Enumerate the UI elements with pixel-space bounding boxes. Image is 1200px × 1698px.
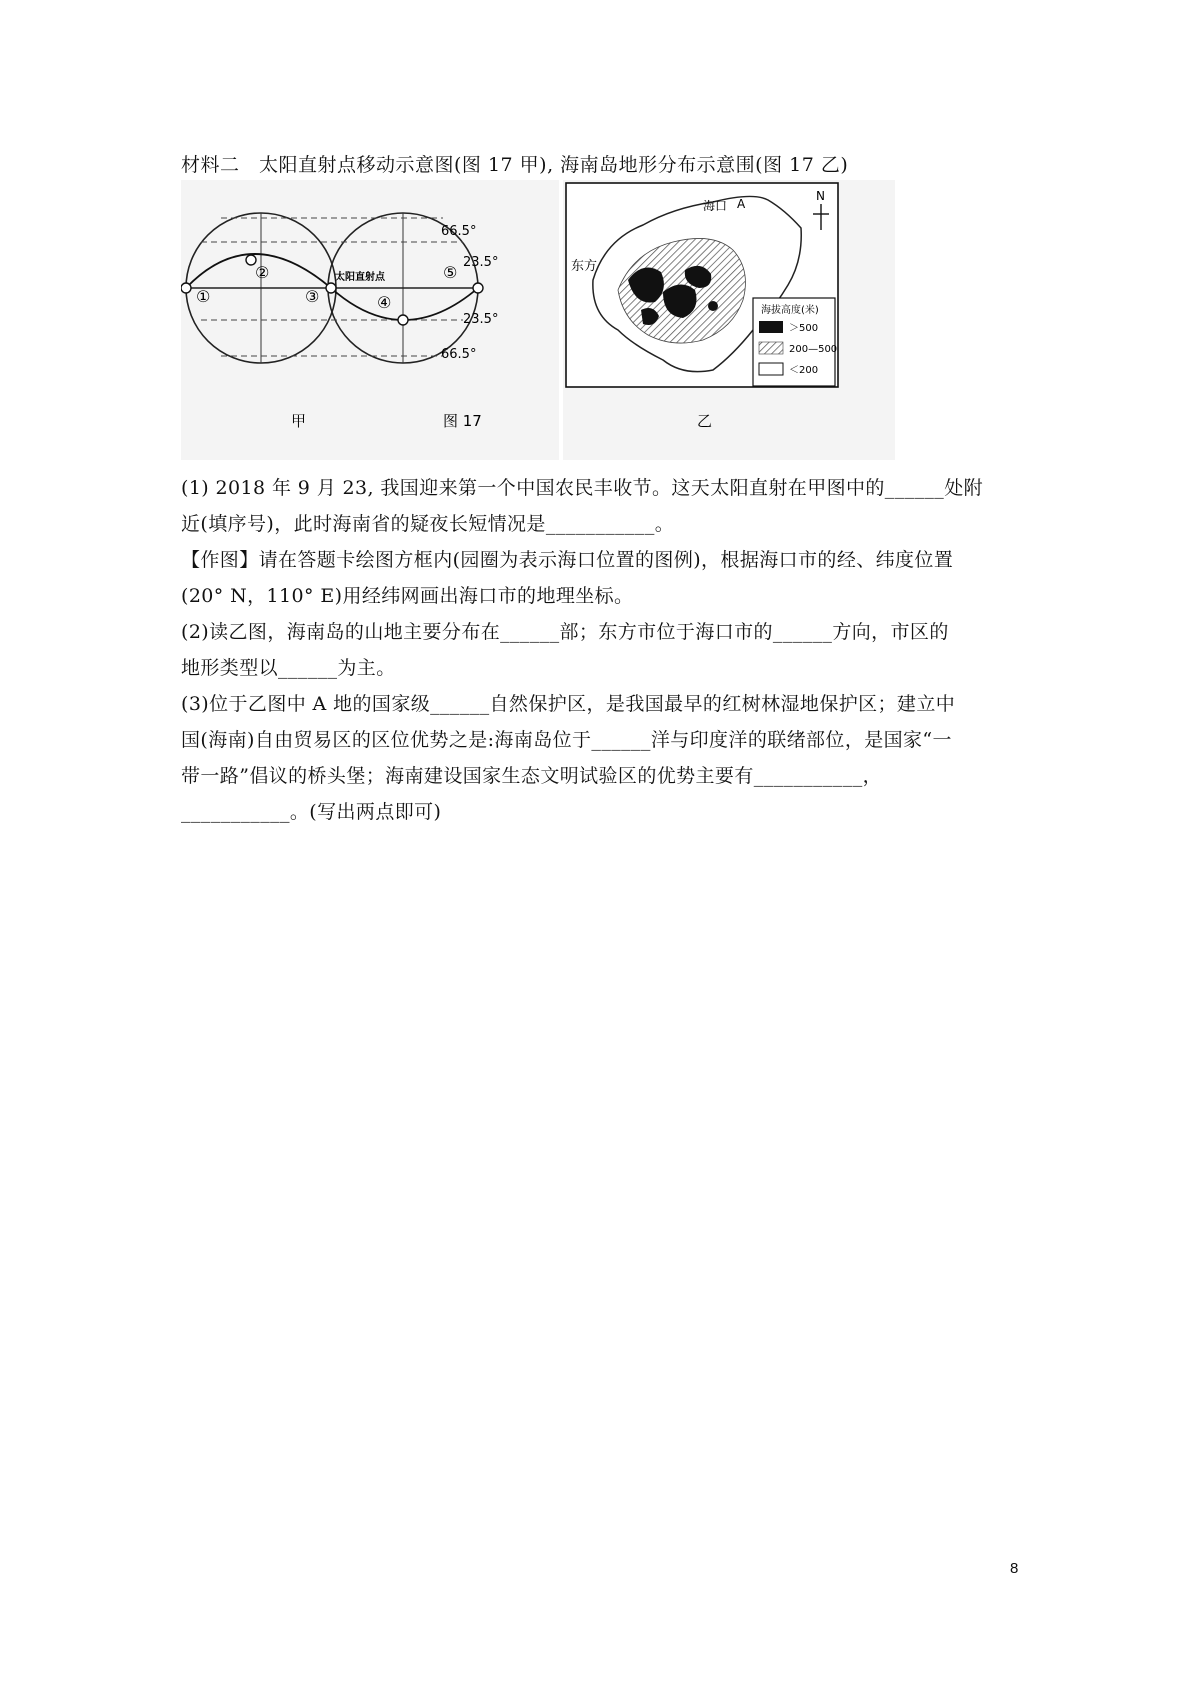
marker-3: ③ <box>305 287 320 306</box>
figure-17a-subsolar-diagram <box>181 180 559 460</box>
question-1-line-2: 近(填序号)，此时海南省的疑夜长短情况是___________。 <box>181 513 675 535</box>
legend-title: 海拔高度(米) <box>761 305 819 316</box>
sun-icon <box>326 283 336 293</box>
question-2-line-2: 地形类型以______为主。 <box>181 657 396 679</box>
question-3-line-4: ___________。(写出两点即可) <box>181 801 442 823</box>
legend-swatch-mid <box>759 342 783 354</box>
haikou-label: 海口 <box>703 199 728 213</box>
question-3-line-3: 带一路”倡议的桥头堡；海南建设国家生态文明试验区的优势主要有___________， <box>181 765 883 787</box>
question-3-line-2: 国(海南)自由贸易区的区位优势之是:海南岛位于______洋与印度洋的联绪部位，是国家“一 <box>181 729 952 751</box>
sun-icon <box>473 283 483 293</box>
question-block <box>181 470 1033 830</box>
subsolar-diagram-svg <box>181 180 559 460</box>
question-1-line-1: (1) 2018 年 9 月 23, 我国迎来第一个中国农民丰收节。这天太阳直射在甲图中的______处附 <box>181 477 984 499</box>
material-caption: 材料二 太阳直射点移动示意图(图 17 甲), 海南岛地形分布示意围(图 17 乙) <box>181 154 849 176</box>
sun-icon <box>398 315 408 325</box>
subsolar-point-label: 太阳直射点 <box>335 272 385 283</box>
label-66-bottom: 66.5° <box>441 347 477 362</box>
label-66-top: 66.5° <box>441 224 477 239</box>
legend-swatch-high <box>759 321 783 333</box>
marker-1: ① <box>196 287 211 306</box>
label-23-top: 23.5° <box>463 255 499 270</box>
dongfang-label: 东方 <box>571 259 598 274</box>
legend-low-label: ＜200 <box>789 365 819 376</box>
terrain-high-zone <box>708 301 718 311</box>
legend-mid-label: 200—500 <box>789 344 838 355</box>
figure-17-label: 图 17 <box>443 412 482 430</box>
hainan-map-svg <box>563 180 895 460</box>
north-label: N <box>816 189 825 203</box>
legend-high-label: ＞500 <box>789 323 819 334</box>
marker-4: ④ <box>377 293 392 312</box>
drawing-task-line-1: 【作图】请在答题卡绘图方框内(园圈为表示海口位置的图例)，根据海口市的经、纬度位置 <box>181 549 954 571</box>
marker-2: ② <box>255 263 270 282</box>
marker-5: ⑤ <box>443 263 458 282</box>
legend-swatch-low <box>759 363 783 375</box>
drawing-task-line-2: (20° N，110° E)用经纬网画出海口市的地理坐标。 <box>181 585 634 607</box>
page-number: 8 <box>1010 1560 1019 1577</box>
question-2-line-1: (2)读乙图，海南岛的山地主要分布在______部；东方市位于海口市的______方向，市区的 <box>181 621 949 643</box>
sun-icon <box>181 283 191 293</box>
question-3-line-1: (3)位于乙图中 A 地的国家级______自然保护区，是我国最早的红树林湿地保护区；建立中 <box>181 693 956 715</box>
panel-label-yi: 乙 <box>697 412 713 430</box>
panel-label-jia: 甲 <box>291 412 307 430</box>
point-a-label: A <box>737 197 746 211</box>
figure-17b-hainan-terrain-map <box>563 180 895 460</box>
label-23-bottom: 23.5° <box>463 312 499 327</box>
